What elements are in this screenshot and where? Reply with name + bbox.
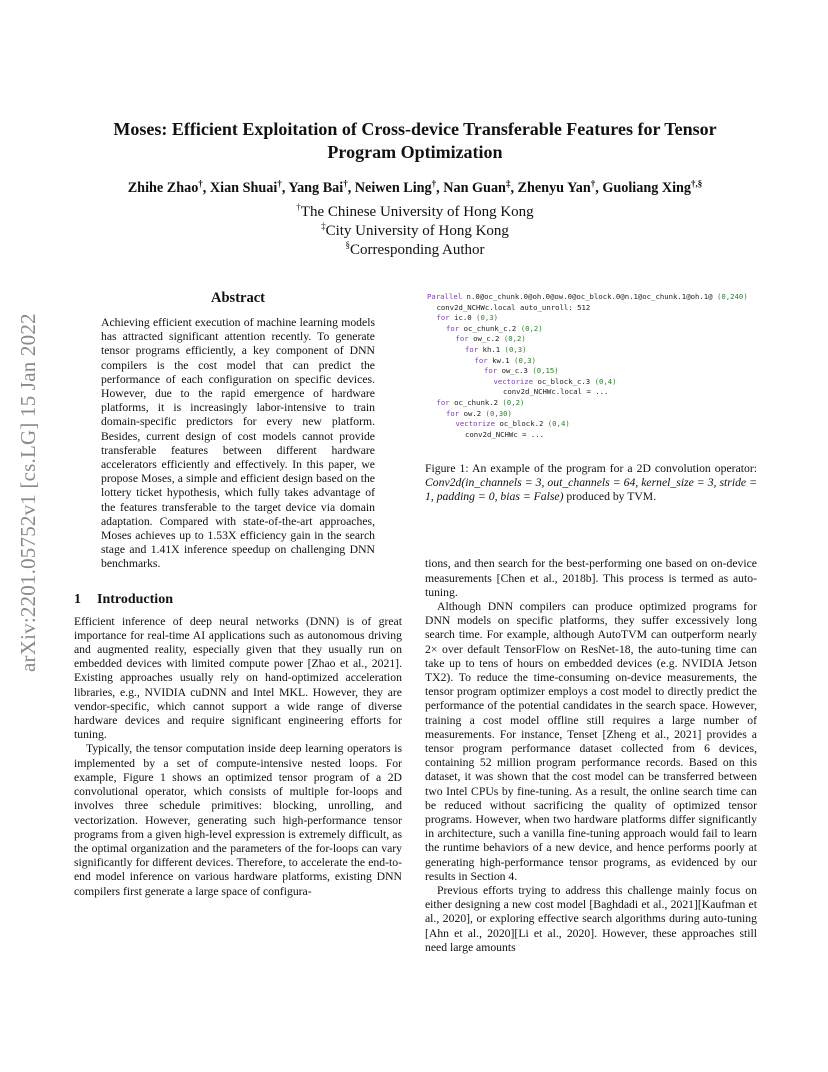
code-range: (0,2) [520, 323, 543, 333]
code-range: (0,3) [504, 344, 527, 354]
right-paragraph-2: Although DNN compilers can produce optimized programs for DNN models on specific platforms, they suffer excessively long search time. For example, although AutoTVM can outperform nearly 2× over default TensorFlow on ResNet-18, the auto-tuning time can take up to tens of hours on embedded devices (e.g. NVIDIA Jetson TX2). To reduce the time-consuming on-device measurements, the tensor program optimizer employs a cost model to directly predict the performance of the potential candidates in the search space. However, training a cost model offline still requires a large number of measurements. For instance, Tenset [Zheng et al., 2021] provides a tensor program performance dataset collected from 6 devices, containing 52 million program performance records. Based on this dataset, it was shown that the cost model can be transferred between two Intel CPUs by fine-tuning. As a result, the online search time can be reduced without sacrificing the quality of optimized tensor programs. However, when two hardware platforms differ significantly in architecture, such a vanilla fine-tuning approach would fail to learn the runtime behaviors of a new device, and hence performs poorly at generating high-performance tensor programs, as evidenced by our results in Section 4. [425, 599, 757, 883]
code-listing-figure-1 [427, 292, 757, 440]
code-keyword: vectorize [455, 419, 496, 429]
section-title-text: Introduction [97, 591, 173, 607]
author-name: Xian Shuai [209, 180, 278, 196]
paper-title [70, 118, 760, 164]
code-keyword: for [465, 344, 479, 354]
author-list: Zhihe Zhao†, Xian Shuai†, Yang Bai†, Neiwen Ling†, Nan Guan‡, Zhenyu Yan†, Guoliang Xing†,§ [127, 178, 703, 196]
code-range: (0,30) [485, 408, 512, 418]
code-keyword: for [455, 334, 469, 344]
code-text: kw.1 [487, 355, 515, 365]
affiliation-line [70, 222, 760, 241]
code-keyword: Parallel [427, 292, 463, 301]
author-affiliation-mark: † [343, 178, 348, 189]
affiliation-mark: † [296, 202, 301, 212]
code-text: oc_block.2 [495, 419, 548, 429]
code-range: (0,3) [514, 355, 537, 365]
code-line [427, 387, 757, 398]
code-keyword: for [436, 397, 450, 407]
section-heading-introduction [74, 592, 402, 608]
code-text: n.0@oc_chunk.0@oh.0@ow.0@oc_block.0@n.1@oc_chunk.1@oh.1@ [462, 292, 717, 301]
section-number: 1 [74, 591, 81, 607]
code-text: oc_chunk_c.2 [459, 323, 521, 333]
code-text: oc_chunk.2 [449, 397, 503, 407]
code-range: (0,2) [502, 397, 525, 407]
author-affiliation-mark: † [277, 178, 282, 189]
code-text: ic.0 [449, 313, 477, 323]
affiliation-mark: ‡ [321, 221, 326, 231]
right-body-text [425, 557, 757, 955]
affiliation-line [70, 203, 760, 222]
code-line [427, 377, 757, 388]
code-text: conv2d_NCHWc.local = ... [503, 387, 609, 397]
right-column [425, 290, 757, 955]
author-name: Zhenyu Yan [517, 180, 591, 196]
code-range: (0,4) [594, 376, 617, 386]
figure-1-caption [425, 462, 757, 504]
title-line-2: Program Optimization [327, 142, 503, 162]
code-line [427, 324, 757, 335]
author-affiliation-mark: † [198, 178, 203, 189]
code-range: (0,240) [716, 292, 748, 301]
author-name: Neiwen Ling [354, 180, 432, 196]
caption-suffix: produced by TVM. [563, 490, 657, 504]
code-keyword: for [446, 408, 460, 418]
affiliation-text: City University of Hong Kong [325, 223, 509, 239]
code-line [427, 430, 757, 441]
author-name: Nan Guan [443, 180, 506, 196]
code-keyword: for [484, 366, 498, 376]
author-affiliation-mark: † [590, 178, 596, 189]
code-line [427, 313, 757, 324]
intro-paragraph-1: Efficient inference of deep neural networks (DNN) is of great importance for real-time AI applications such as autonomous driving and augmented reality, especially given that they usually run on embedded devices with limited compute power [Zhao et al., 2021]. Existing approaches usually rely on hand-optimized acceleration libraries, e.g., NVIDIA cuDNN and Intel MKL. However, they are vendor-specific, which cannot support a wide range of diverse hardware devices and require significant engineering efforts for tuning. [74, 614, 402, 742]
author-affiliation-mark: ‡ [505, 178, 511, 189]
code-line [427, 419, 757, 430]
code-text: ow.2 [459, 408, 486, 418]
affiliation-line [70, 241, 760, 260]
caption-math: Conv2d(in_channels = 3, out_channels = 64, kernel_size = 3, stride = 1, padding = 0, bias = False) [425, 476, 757, 504]
right-paragraph-1: tions, and then search for the best-performing one based on on-device measurements [Chen et al., 2018b]. This process is termed as auto-tuning. [425, 557, 757, 599]
code-line [427, 366, 757, 377]
left-column [74, 290, 402, 899]
code-text: oc_block_c.3 [533, 376, 595, 386]
code-text: kh.1 [478, 344, 505, 354]
code-text: conv2d_NCHWc = ... [465, 429, 545, 439]
arxiv-identifier: arXiv:2201.05752v1 [cs.LG] 15 Jan 2022 [16, 313, 40, 672]
code-range: (0,3) [476, 313, 499, 323]
author-affiliation-mark: †,§ [691, 178, 703, 189]
code-keyword: vectorize [493, 376, 534, 386]
right-paragraph-3: Previous efforts trying to address this challenge mainly focus on either designing a new cost model [Baghdadi et al., 2021][Kaufman et al., 2020], or exploring effective search algorithms during auto-tuning [Ahn et al., 2020][Li et al., 2020]. However, these approaches still need large amounts [425, 883, 757, 954]
code-line [427, 356, 757, 367]
affiliation-text: Corresponding Author [349, 242, 485, 258]
author-name: Yang Bai [288, 180, 344, 196]
title-line-1: Moses: Efficient Exploitation of Cross-device Transferable Features for Tensor [113, 119, 717, 139]
abstract-text: Achieving efficient execution of machine learning models has attracted significant attention recently. To generate tensor programs efficiently, a key component of DNN compilers is the cost model that can predict the performance of each configuration on specific devices. However, due to the rapid emergence of hardware platforms, it is increasingly labor-intensive to train domain-specific predictors for every new platform. Besides, current design of cost models cannot provide transferable features between different hardware accelerators efficiently and effectively. In this paper, we propose Moses, a simple and efficient design based on the lottery ticket hypothesis, which fully takes advantage of the features transferable to the target device via domain adaptation. Compared with state-of-the-art approaches, Moses achieves up to 1.53X efficiency gain in the search stage and 1.41X inference speedup on challenging DNN benchmarks. [101, 316, 375, 571]
code-range: (0,15) [532, 366, 559, 376]
code-keyword: for [436, 313, 450, 323]
affiliation-list [70, 203, 760, 260]
code-text: conv2d_NCHWc.local auto_unroll: 512 [436, 302, 591, 312]
code-line [427, 398, 757, 409]
affiliation-text: The Chinese University of Hong Kong [300, 204, 534, 220]
author-name: Zhihe Zhao [127, 180, 199, 196]
intro-paragraph-2: Typically, the tensor computation inside deep learning operators is implemented by a set of compute-intensive nested loops. For example, Figure 1 shows an optimized tensor program of a 2D convolutional operator, which consists of multiple for-loops and involves three schedule primitives: blocking, unrolling, and vectorization. However, generating such high-performance tensor programs from a given high-level expression is extremely difficult, as the optimal organization and the parameters of the for-loops can vary significantly for different devices. Therefore, to accelerate the end-to-end model inference on various hardware platforms, existing DNN compilers first generate a large space of configura- [74, 742, 402, 898]
code-text: ow_c.3 [497, 366, 533, 376]
author-name: Guoliang Xing [602, 180, 692, 196]
code-line [427, 292, 757, 303]
code-range: (0,2) [503, 334, 526, 344]
code-text: ow_c.2 [468, 334, 504, 344]
code-line [427, 334, 757, 345]
code-keyword: for [474, 355, 488, 365]
code-keyword: for [446, 323, 460, 333]
code-line [427, 409, 757, 420]
code-line [427, 303, 757, 314]
abstract-heading: Abstract [211, 290, 265, 306]
affiliation-mark: § [345, 240, 350, 250]
code-line [427, 345, 757, 356]
code-range: (0,4) [547, 419, 570, 429]
caption-prefix: Figure 1: An example of the program for a 2D convolution operator: [425, 462, 757, 476]
author-affiliation-mark: † [431, 178, 437, 189]
